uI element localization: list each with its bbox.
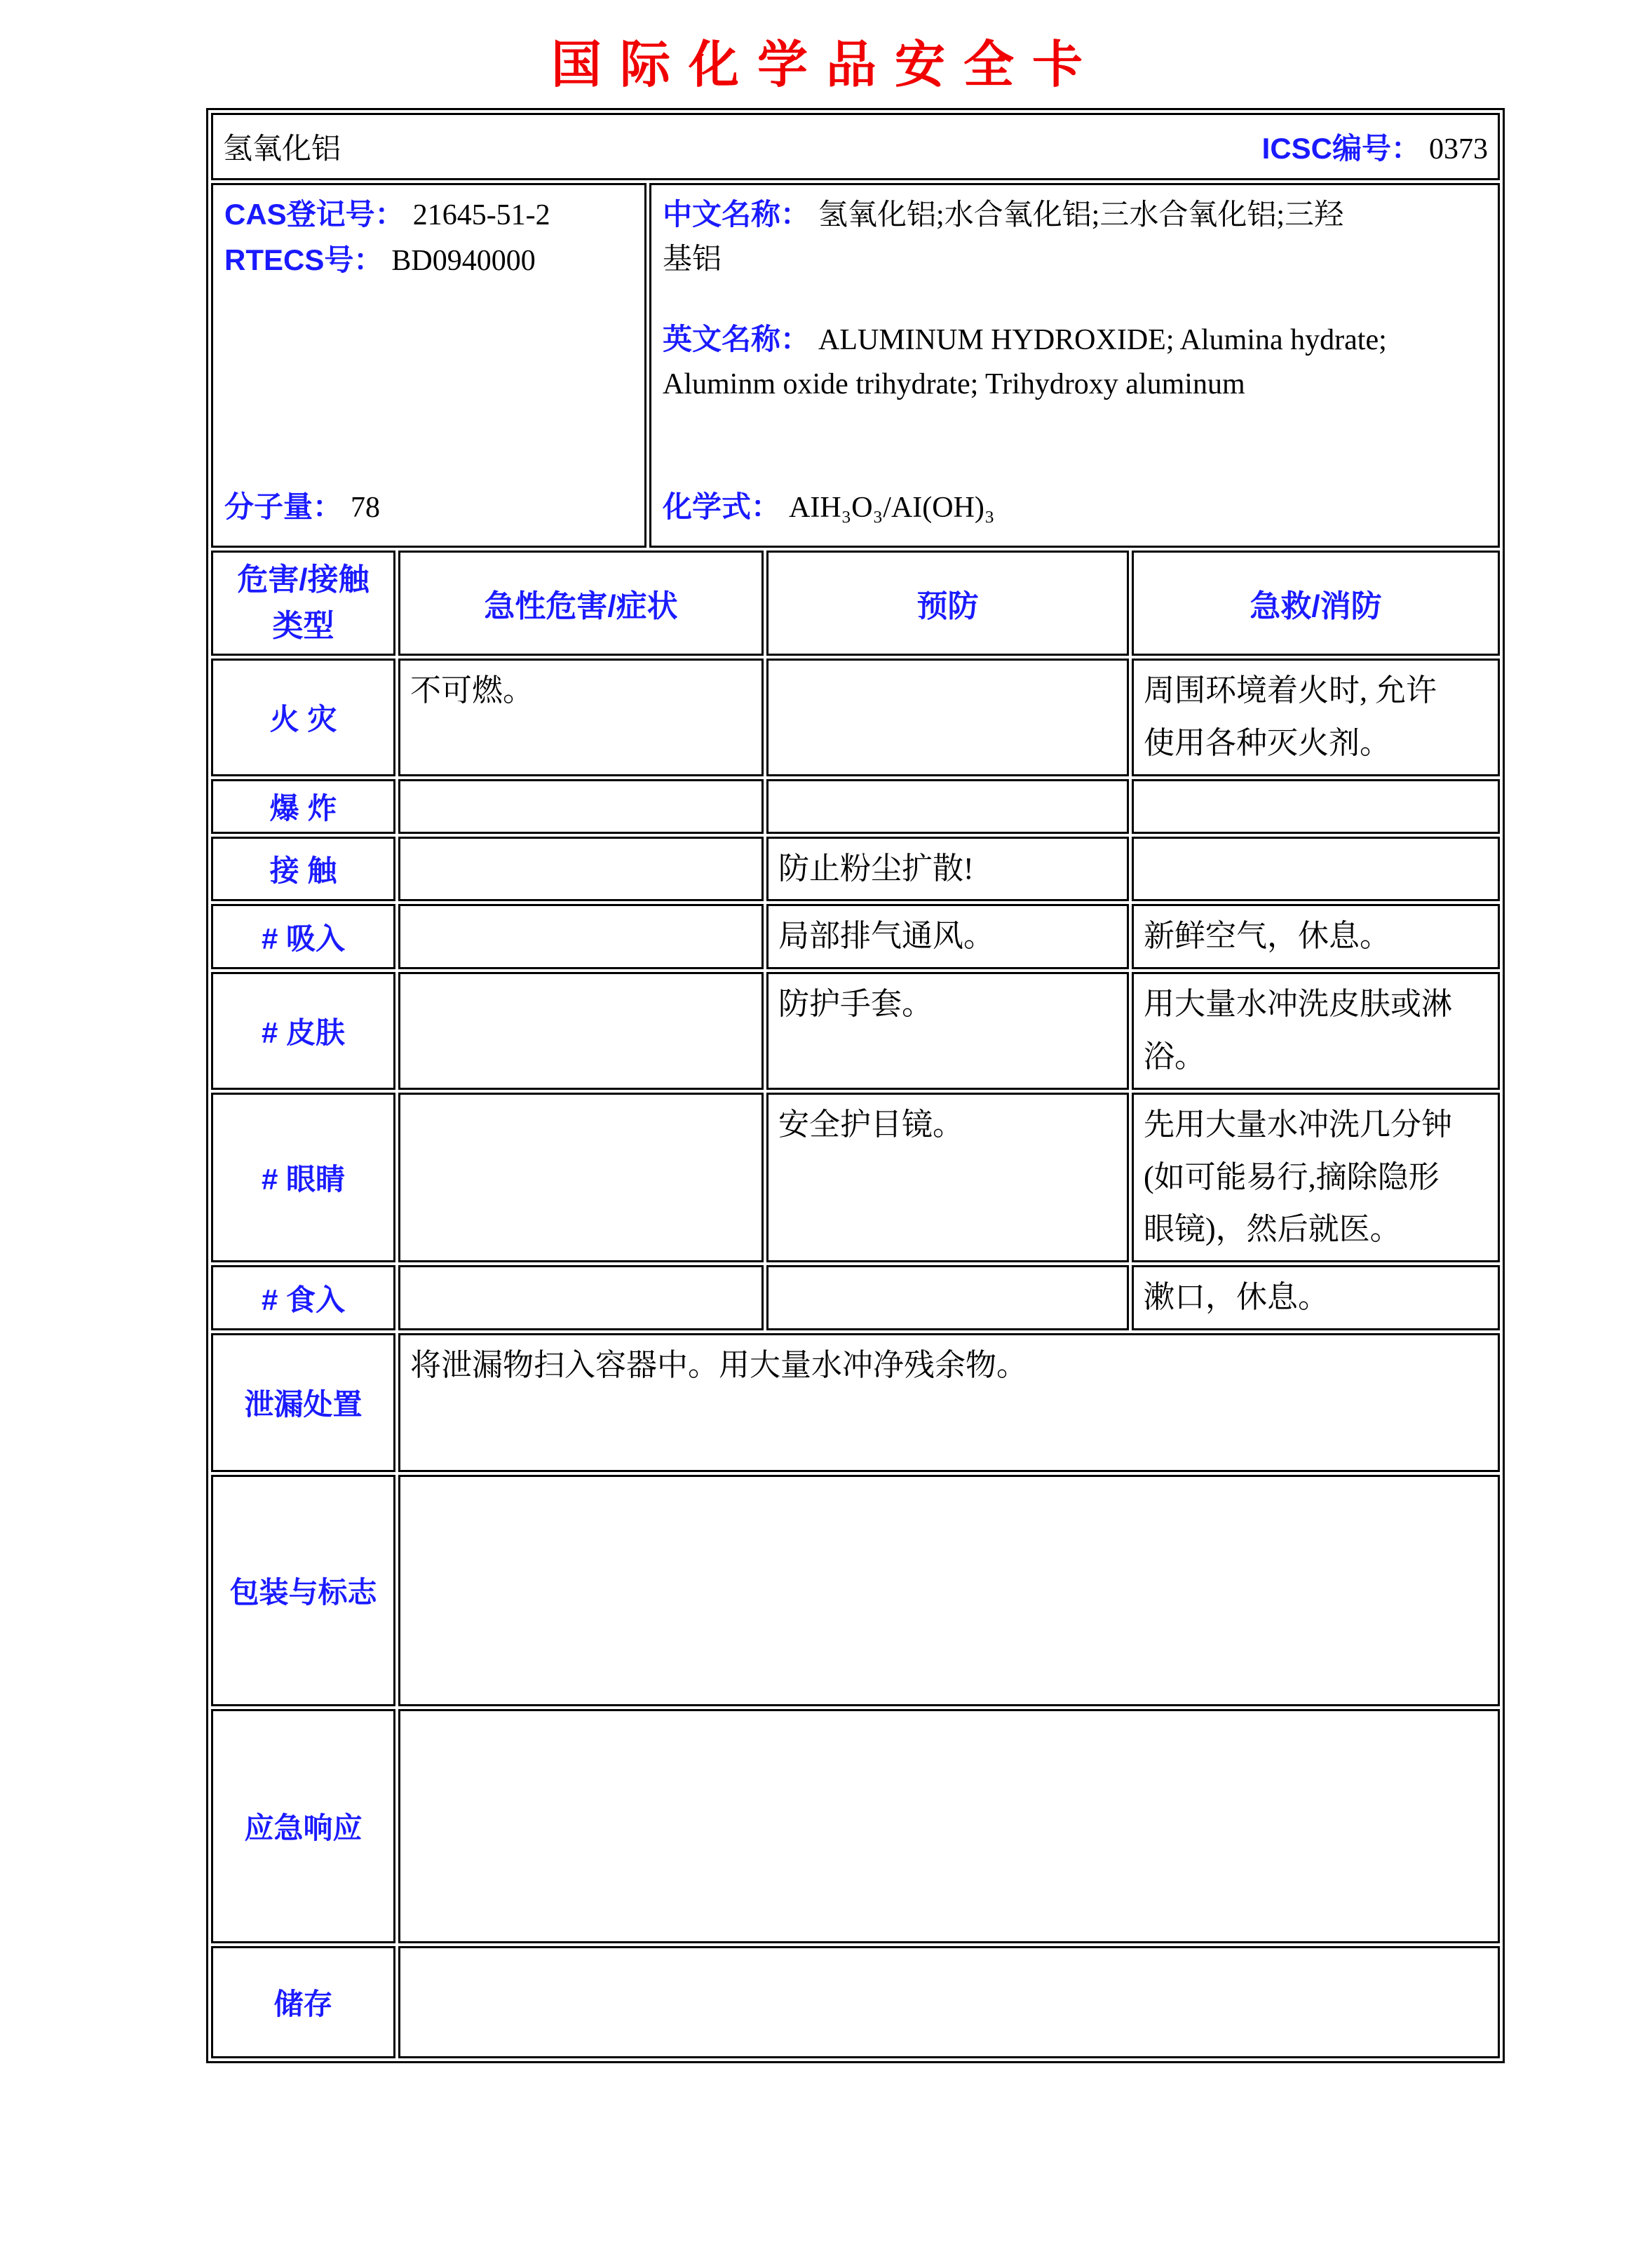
- exposure-symptoms-cell: [398, 837, 764, 902]
- rtecs-value: BD0940000: [391, 245, 536, 277]
- row-label-explosion: 爆 炸: [211, 779, 395, 834]
- column-header-type: [211, 551, 395, 656]
- row-label-storage: 储存: [211, 1946, 395, 2058]
- eyes-first-aid-cell: 先用大量水冲洗几分钟(如可能易行,摘除隐形眼镜)，然后就医。: [1132, 1093, 1500, 1262]
- row-label-spillage: 泄漏处置: [211, 1333, 395, 1472]
- formula-value: AIH₃O₃/AI(OH)₃: [789, 492, 995, 524]
- table-row-exposure: [211, 837, 1500, 902]
- column-header-prevention: 预防: [766, 551, 1129, 656]
- skin-first-aid-cell: 用大量水冲洗皮肤或淋浴。: [1132, 972, 1500, 1090]
- table-row-eyes: [211, 1093, 1500, 1262]
- formula-line: [663, 485, 1487, 530]
- eyes-prevention-cell: 安全护目镜。: [766, 1093, 1129, 1262]
- table-row-storage: [211, 1946, 1500, 2058]
- formula-label: 化学式：: [663, 490, 781, 523]
- ingestion-prevention-cell: [766, 1265, 1129, 1330]
- table-row-spillage: [211, 1333, 1500, 1472]
- rtecs-number-line: [224, 238, 633, 283]
- row-label-inhalation: # 吸入: [211, 904, 395, 969]
- table-row-skin: [211, 972, 1500, 1090]
- english-name-label: 英文名称：: [663, 323, 811, 356]
- molecular-weight-line: [224, 485, 633, 530]
- table-row-explosion: [211, 779, 1500, 834]
- page-title: 国际化学品安全卡: [550, 37, 1101, 93]
- english-name-value: ALUMINUM HYDROXIDE; Alumina hydrate; Aluminm oxide trihydrate; Trihydroxy aluminum: [663, 324, 1387, 400]
- row-label-eyes: # 眼睛: [211, 1093, 395, 1262]
- names-cell: [649, 183, 1500, 548]
- explosion-prevention-cell: [766, 779, 1129, 834]
- row-label-emergency-response: 应急响应: [211, 1709, 395, 1943]
- hazard-header-row: [211, 551, 1500, 656]
- chinese-name-label: 中文名称：: [663, 198, 811, 231]
- icsc-number-value: 0373: [1429, 133, 1489, 166]
- icsc-number: [1262, 126, 1488, 168]
- row-label-skin: # 皮肤: [211, 972, 395, 1090]
- eyes-symptoms-cell: [398, 1093, 764, 1262]
- substance-header-row: [211, 113, 1500, 180]
- row-label-packaging: 包装与标志: [211, 1475, 395, 1706]
- emergency-response-content-cell: [398, 1709, 1500, 1943]
- table-row-inhalation: [211, 904, 1500, 969]
- rtecs-label: RTECS号：: [224, 243, 384, 276]
- storage-content-cell: [398, 1946, 1500, 2058]
- substance-name: 氢氧化铝: [223, 133, 341, 166]
- inhalation-prevention-cell: 局部排气通风。: [766, 904, 1129, 969]
- inhalation-symptoms-cell: [398, 904, 764, 969]
- fire-first-aid-cell: 周围环境着火时, 允许使用各种灭火剂。: [1132, 659, 1500, 776]
- icsc-number-label: ICSC编号：: [1261, 132, 1421, 165]
- chinese-name-value: 氢氧化铝;水合氧化铝;三水合氧化铝;三羟基铝: [663, 199, 1344, 276]
- column-header-type-text: 危害/接触类型: [237, 562, 370, 643]
- skin-symptoms-cell: [398, 972, 764, 1090]
- explosion-symptoms-cell: [398, 779, 764, 834]
- column-header-symptoms: 急性危害/症状: [398, 551, 764, 656]
- substance-header-cell: [211, 113, 1500, 180]
- table-row-fire: [211, 659, 1500, 776]
- ingestion-symptoms-cell: [398, 1265, 764, 1330]
- english-name-line: [663, 317, 1406, 407]
- exposure-first-aid-cell: [1132, 837, 1500, 902]
- cas-number-line: [224, 192, 633, 238]
- molecular-weight-label: 分子量：: [224, 490, 343, 523]
- inhalation-first-aid-cell: 新鲜空气，休息。: [1132, 904, 1500, 969]
- packaging-content-cell: [398, 1475, 1500, 1706]
- fire-prevention-cell: [766, 659, 1129, 776]
- spillage-content-cell: 将泄漏物扫入容器中。用大量水冲净残余物。: [398, 1333, 1500, 1472]
- molecular-weight-value: 78: [351, 492, 381, 524]
- chinese-name-line: [663, 192, 1357, 282]
- identification-row: [211, 183, 1500, 548]
- explosion-first-aid-cell: [1132, 779, 1500, 834]
- table-row-packaging: [211, 1475, 1500, 1706]
- table-row-ingestion: [211, 1265, 1500, 1330]
- skin-prevention-cell: 防护手套。: [766, 972, 1129, 1090]
- row-label-fire: 火 灾: [211, 659, 395, 776]
- cas-value: 21645-51-2: [412, 199, 550, 231]
- fire-symptoms-cell: 不可燃。: [398, 659, 764, 776]
- cas-label: CAS登记号：: [224, 198, 405, 231]
- icsc-card: [206, 108, 1505, 2063]
- exposure-prevention-cell: 防止粉尘扩散!: [766, 837, 1129, 902]
- table-row-emergency-response: [211, 1709, 1500, 1943]
- row-label-ingestion: # 食入: [211, 1265, 395, 1330]
- registry-numbers-cell: [211, 183, 646, 548]
- row-label-exposure: 接 触: [211, 837, 395, 902]
- ingestion-first-aid-cell: 漱口，休息。: [1132, 1265, 1500, 1330]
- column-header-first-aid: 急救/消防: [1132, 551, 1500, 656]
